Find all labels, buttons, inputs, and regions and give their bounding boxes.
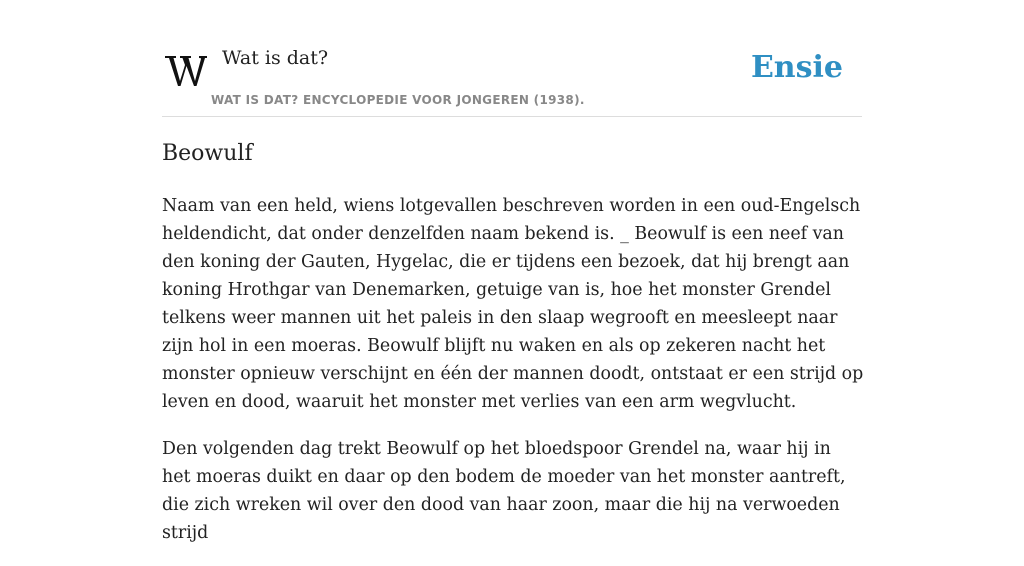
paragraph: Naam van een held, wiens lotgevallen beschreven worden in een oud-Engelsch heldendicht, dat onder denzelfden naam bekend is. _ Beowulf is een neef van den koning der Gauten, Hygelac, die er tijdens een bezoek, dat hij brengt aan koning Hrothgar van Denemarken, getuige van is, hoe het monster Grendel telkens weer mannen uit het paleis in den slaap wegrooft en meesleept naar zijn hol in een moeras. Beowulf blijft nu waken en als op zekeren nacht het monster opnieuw verschijnt en één der mannen doodt, ontstaat er een strijd op leven en dood, waaruit het monster met verlies van een arm wegvlucht. [162, 196, 864, 412]
header [162, 0, 862, 117]
source-label: WAT IS DAT? ENCYCLOPEDIE VOOR JONGEREN (1938). [211, 93, 585, 107]
wikipedia-w-icon[interactable] [164, 50, 208, 90]
brand-logo[interactable]: Ensie [750, 50, 843, 85]
article-title: Beowulf [162, 141, 253, 166]
site-title[interactable]: Wat is dat? [222, 47, 329, 69]
paragraph: Den volgenden dag trekt Beowulf op het bloedspoor Grendel na, waar hij in het moeras duikt en daar op den bodem de moeder van het monster aantreft, die zich wreken wil over den dood van haar zoon, maar die hij na verwoeden strijd [162, 439, 846, 543]
article-body [162, 192, 864, 566]
page [162, 0, 864, 543]
